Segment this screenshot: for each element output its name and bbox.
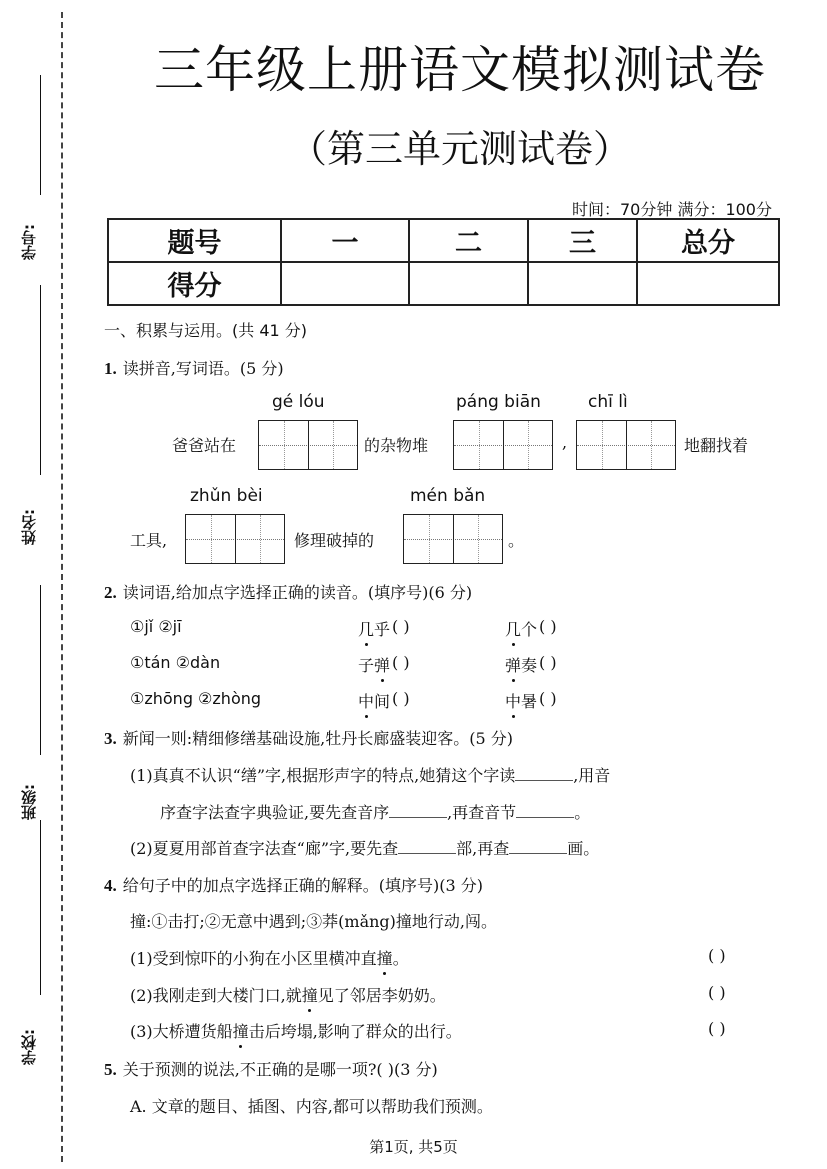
question-number: 4.	[104, 876, 117, 895]
char: 间	[374, 692, 391, 711]
question-3-prompt	[104, 726, 513, 749]
pinyin-gelou: gé lóu	[272, 392, 325, 412]
score-header-cell: 总分	[637, 219, 779, 262]
answer-paren[interactable]: ( )	[708, 946, 726, 965]
q1-text: 的杂物堆	[364, 436, 429, 455]
q4-text: 见了邻居李奶奶。	[317, 986, 446, 1005]
score-header-cell: 一	[281, 219, 409, 262]
question-number: 5.	[104, 1060, 117, 1079]
pinyin-chili: chī lì	[588, 392, 628, 412]
dotted-char: 撞	[377, 946, 393, 969]
question-text: 新闻一则:精细修缮基础设施,牡丹长廊盛装迎客。(5 分)	[122, 729, 513, 748]
q3-part2	[130, 836, 599, 859]
name-label: 姓名:	[20, 509, 38, 545]
q5-option-a[interactable]: A. 文章的题目、插图、内容,都可以帮助我们预测。	[130, 1097, 493, 1116]
q2-word	[358, 689, 390, 712]
q2-word	[505, 653, 537, 676]
page-number: 第1页, 共5页	[369, 1138, 458, 1156]
school-label: 学校:	[20, 1029, 38, 1065]
q4-item	[130, 946, 409, 969]
q3-text: 。	[574, 803, 591, 822]
score-cell[interactable]	[528, 262, 637, 305]
answer-grid-chili[interactable]	[576, 420, 676, 470]
q1-text: 。	[508, 531, 525, 550]
q2-word	[505, 617, 537, 640]
section-title: 一、积累与运用。(共 41 分)	[104, 321, 308, 340]
dotted-char: 撞	[302, 983, 318, 1006]
dotted-char: 几	[505, 617, 521, 640]
answer-paren[interactable]: ( )	[392, 689, 410, 708]
q1-text: 工具,	[130, 531, 168, 550]
q2-word	[358, 653, 390, 676]
char: 个	[521, 620, 538, 639]
answer-blank[interactable]	[516, 803, 574, 818]
answer-grid-menban[interactable]	[403, 514, 503, 564]
exam-meta: 时间：70分钟 满分：100分	[572, 200, 772, 219]
q1-text: 地翻找着	[684, 436, 749, 455]
q3-text: 画。	[567, 839, 600, 858]
q3-text: 部,再查	[456, 839, 510, 858]
char: 子	[358, 656, 375, 675]
q4-text: 。	[392, 949, 409, 968]
char: 乎	[374, 620, 391, 639]
answer-paren[interactable]: ( )	[539, 689, 557, 708]
score-table	[107, 218, 780, 306]
answer-grid-gelou[interactable]	[258, 420, 358, 470]
answer-paren[interactable]: ( )	[708, 983, 726, 1002]
name-line[interactable]	[40, 285, 41, 475]
question-text: 关于预测的说法,不正确的是哪一项?( )(3 分)	[122, 1060, 438, 1079]
q4-item	[130, 983, 446, 1006]
score-table-header-row	[108, 219, 779, 262]
pinyin-pangbian: páng biān	[456, 392, 541, 412]
question-text: 读拼音,写词语。(5 分)	[122, 359, 284, 378]
answer-blank[interactable]	[509, 839, 567, 854]
answer-paren[interactable]: ( )	[392, 653, 410, 672]
question-number: 2.	[104, 583, 117, 602]
class-label: 班级:	[20, 784, 38, 820]
fold-line	[61, 12, 63, 1162]
score-cell[interactable]	[409, 262, 528, 305]
question-text: 给句子中的加点字选择正确的解释。(填序号)(3 分)	[122, 876, 483, 895]
q3-text: (2)夏夏用部首查字法查“廊”字,要先查	[130, 839, 399, 858]
score-table-score-row	[108, 262, 779, 305]
answer-grid-zhunbei[interactable]	[185, 514, 285, 564]
question-number: 3.	[104, 729, 117, 748]
q1-text: ,	[562, 433, 568, 452]
student-id-line[interactable]	[40, 75, 41, 195]
question-2-prompt	[104, 580, 472, 603]
q4-text: (1)受到惊吓的小狗在小区里横冲直	[130, 949, 377, 968]
dotted-char: 撞	[233, 1019, 249, 1042]
dotted-char: 弹	[505, 653, 521, 676]
score-cell[interactable]	[637, 262, 779, 305]
q2-word	[358, 617, 390, 640]
q3-text: (1)真真不认识“缮”字,根据形声字的特点,她猜这个字读	[130, 766, 516, 785]
class-line[interactable]	[40, 585, 41, 755]
q2-options: ①jǐ ②jī	[130, 617, 182, 636]
question-1-prompt	[104, 356, 284, 379]
answer-paren[interactable]: ( )	[539, 653, 557, 672]
q2-options: ①tán ②dàn	[130, 653, 221, 672]
question-4-prompt	[104, 873, 483, 896]
pinyin-menban: mén bǎn	[410, 486, 486, 506]
answer-paren[interactable]: ( )	[708, 1019, 726, 1038]
dotted-char: 中	[358, 689, 374, 712]
score-cell[interactable]	[281, 262, 409, 305]
answer-paren[interactable]: ( )	[392, 617, 410, 636]
q2-word	[505, 689, 537, 712]
score-row-label: 得分	[108, 262, 281, 305]
q4-item	[130, 1019, 462, 1042]
answer-blank[interactable]	[515, 766, 573, 781]
school-line[interactable]	[40, 820, 41, 995]
question-5-prompt	[104, 1057, 438, 1080]
q3-text: ,再查音节	[447, 803, 517, 822]
answer-grid-pangbian[interactable]	[453, 420, 553, 470]
answer-blank[interactable]	[398, 839, 456, 854]
question-number: 1.	[104, 359, 117, 378]
score-header-cell: 二	[409, 219, 528, 262]
answer-paren[interactable]: ( )	[539, 617, 557, 636]
q4-definition: 撞:①击打;②无意中遇到;③莽(mǎng)撞地行动,闯。	[130, 912, 498, 931]
dotted-char: 几	[358, 617, 374, 640]
q3-text: 序查字法查字典验证,要先查音序	[160, 803, 390, 822]
q1-text: 修理破掉的	[294, 531, 375, 550]
q4-text: 击后垮塌,影响了群众的出行。	[248, 1022, 462, 1041]
q3-part1-line2	[160, 800, 590, 823]
char: 暑	[521, 692, 538, 711]
student-id-label: 学号:	[20, 224, 38, 260]
q3-text: ,用音	[573, 766, 611, 785]
q1-text: 爸爸站在	[172, 436, 237, 455]
pinyin-zhunbei: zhǔn bèi	[190, 486, 263, 506]
score-header-cell: 三	[528, 219, 637, 262]
q3-part1-line1	[130, 763, 610, 786]
dotted-char: 中	[505, 689, 521, 712]
score-header-cell: 题号	[108, 219, 281, 262]
dotted-char: 弹	[374, 653, 390, 676]
q2-options: ①zhōng ②zhòng	[130, 689, 262, 708]
question-text: 读词语,给加点字选择正确的读音。(填序号)(6 分)	[122, 583, 473, 602]
q4-text: (3)大桥遭货船	[130, 1022, 233, 1041]
q4-text: (2)我刚走到大楼门口,就	[130, 986, 302, 1005]
page-subtitle: （第三单元测试卷）	[288, 127, 631, 171]
page-title: 三年级上册语文模拟测试卷	[154, 41, 766, 99]
char: 奏	[521, 656, 538, 675]
answer-blank[interactable]	[389, 803, 447, 818]
